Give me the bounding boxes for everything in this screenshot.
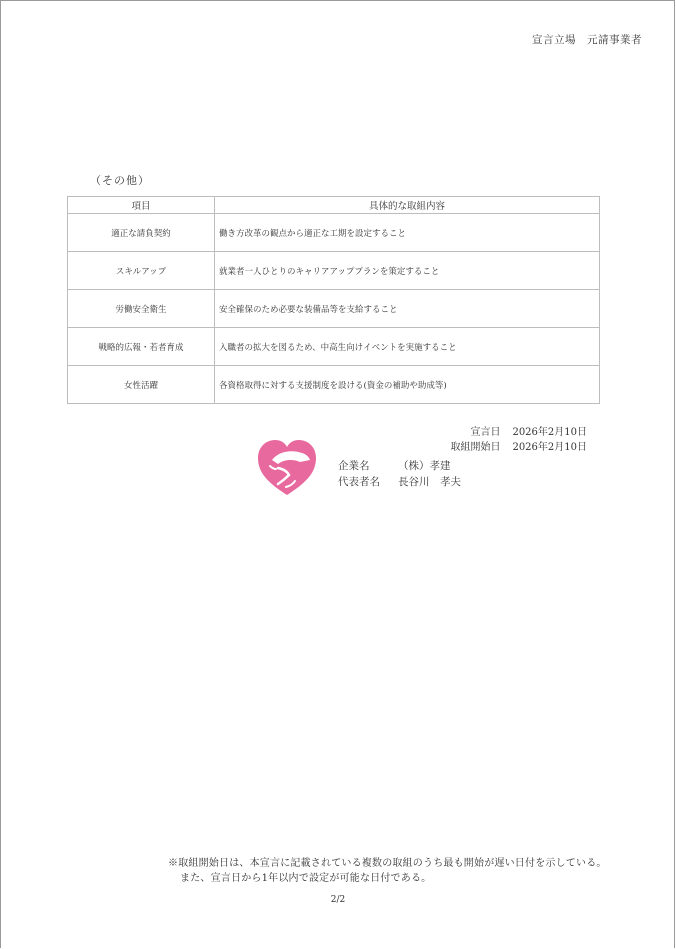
heart-face-logo-icon bbox=[256, 438, 318, 496]
row-content: 各資格取得に対する支援制度を設ける(資金の補助や助成等) bbox=[215, 366, 600, 404]
row-item: 女性活躍 bbox=[68, 366, 215, 404]
footnote-line2: また、宣言日から1年以内で設定が可能な日付である。 bbox=[180, 873, 432, 884]
table-row bbox=[68, 214, 600, 252]
row-item: 労働安全衛生 bbox=[68, 290, 215, 328]
declaration-stance: 宣言立場 元請事業者 bbox=[532, 34, 642, 46]
footnote-line1: ※取組開始日は、本宣言に記載されている複数の取組のうち最も開始が遅い日付を示している。 bbox=[168, 858, 607, 869]
table-row bbox=[68, 290, 600, 328]
dates-block bbox=[450, 425, 587, 455]
page-number: 2/2 bbox=[330, 895, 346, 905]
representative-value: 長谷川 孝夫 bbox=[398, 476, 461, 488]
start-date-row bbox=[450, 440, 587, 455]
header-item: 項目 bbox=[68, 197, 215, 214]
declaration-date-row bbox=[450, 425, 587, 440]
row-content: 入職者の拡大を図るため、中高生向けイベントを実施すること bbox=[215, 328, 600, 366]
row-content: 安全確保のため必要な装備品等を支給すること bbox=[215, 290, 600, 328]
row-content: 就業者一人ひとりのキャリアアッププランを策定すること bbox=[215, 252, 600, 290]
footnote bbox=[168, 856, 607, 886]
row-item: 適正な請負契約 bbox=[68, 214, 215, 252]
start-date-label: 取組開始日 bbox=[450, 442, 501, 453]
table-header-row bbox=[68, 197, 600, 214]
representative-label: 代表者名 bbox=[338, 476, 380, 488]
company-block bbox=[338, 458, 461, 490]
start-date-value: 2026年2月10日 bbox=[512, 442, 587, 453]
table-row bbox=[68, 366, 600, 404]
initiatives-table bbox=[67, 196, 600, 404]
row-item: スキルアップ bbox=[68, 252, 215, 290]
representative-row bbox=[338, 474, 461, 490]
row-item: 戦略的広報・若者育成 bbox=[68, 328, 215, 366]
company-name-value: （株）孝建 bbox=[398, 460, 451, 472]
declaration-date-label: 宣言日 bbox=[470, 427, 501, 438]
section-title: （その他） bbox=[90, 174, 150, 187]
company-name-label: 企業名 bbox=[338, 460, 370, 472]
declaration-date-value: 2026年2月10日 bbox=[512, 427, 587, 438]
header-content: 具体的な取組内容 bbox=[215, 197, 600, 214]
company-name-row bbox=[338, 458, 461, 474]
table-row bbox=[68, 328, 600, 366]
row-content: 働き方改革の観点から適正な工期を設定すること bbox=[215, 214, 600, 252]
table-row bbox=[68, 252, 600, 290]
